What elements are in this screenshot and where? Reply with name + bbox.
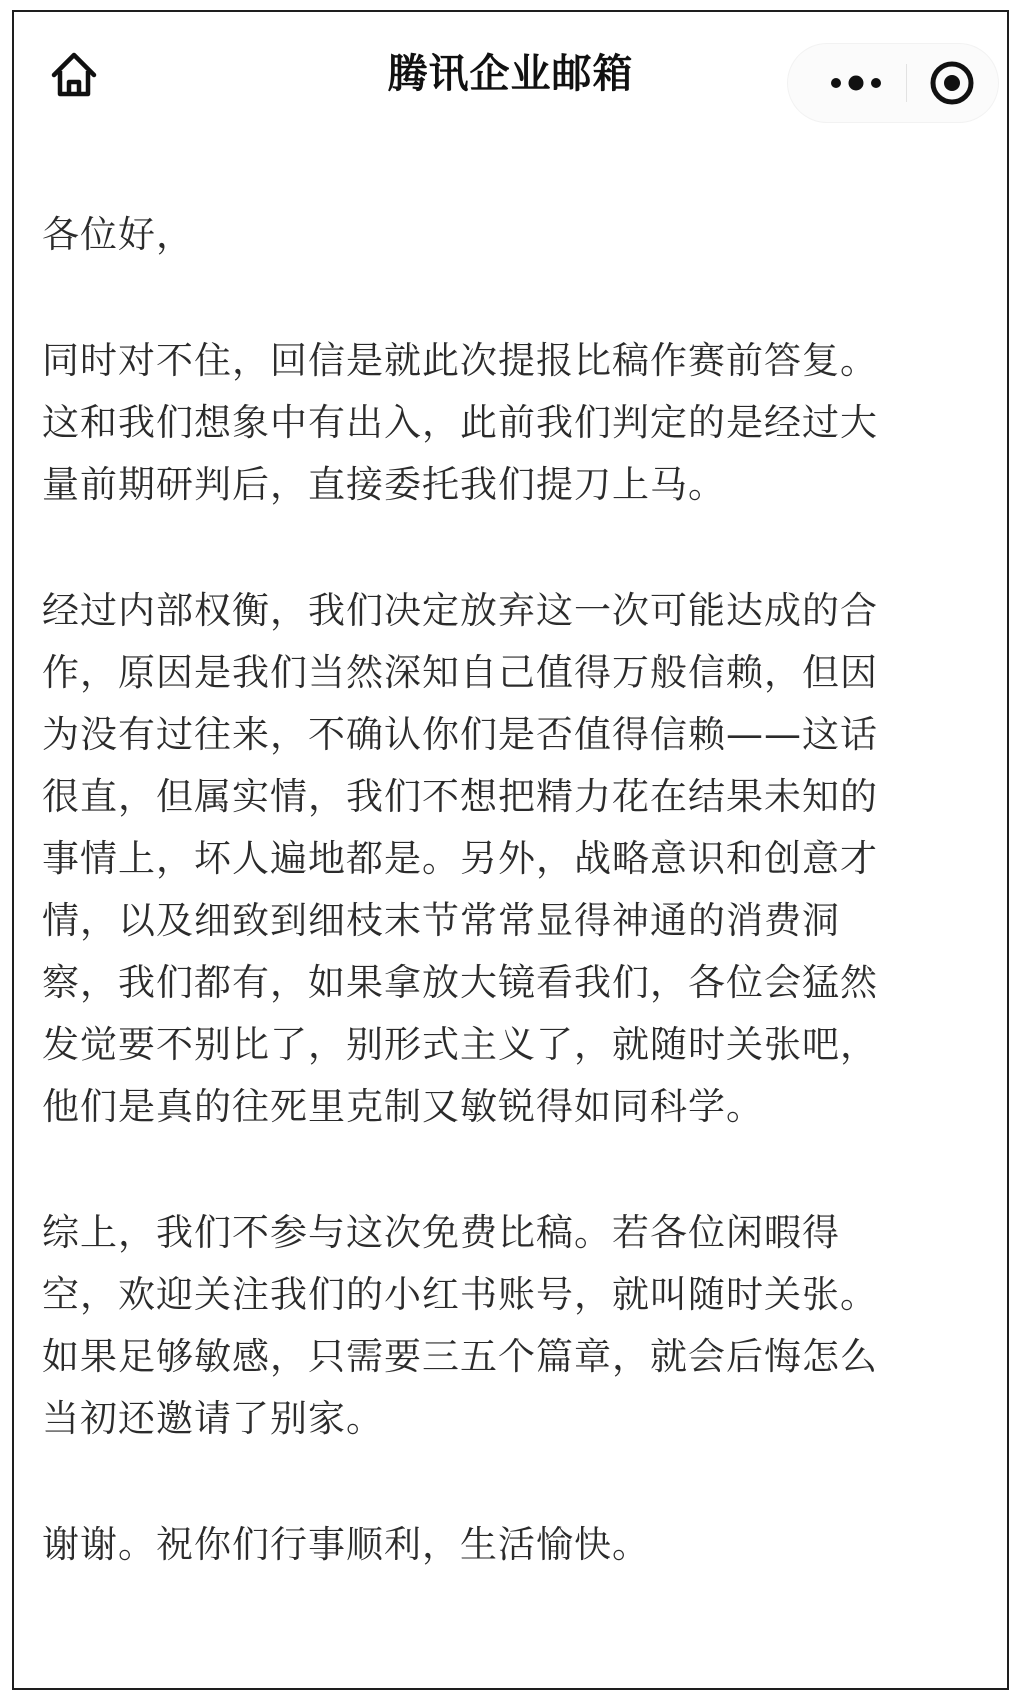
- text-line: 谢谢。祝你们行事顺利，生活愉快。: [42, 1523, 650, 1566]
- email-paragraph: [42, 580, 986, 1138]
- text-line: 发觉要不别比了，别形式主义了，就随时关张吧，: [42, 1023, 878, 1066]
- email-paragraph: [42, 1202, 986, 1450]
- page-title: 腾讯企业邮箱: [387, 51, 634, 97]
- text-line: 察，我们都有，如果拿放大镜看我们，各位会猛然: [42, 961, 878, 1004]
- text-line: 他们是真的往死里克制又敏锐得如同科学。: [42, 1085, 764, 1128]
- capsule-menu: [788, 44, 998, 122]
- navigation-bar: [14, 12, 1007, 140]
- text-line: 很直，但属实情，我们不想把精力花在结果未知的: [42, 775, 878, 818]
- text-line: 事情上，坏人遍地都是。另外，战略意识和创意才: [42, 837, 878, 880]
- text-line: 情，以及细致到细枝末节常常显得神通的消费洞: [42, 899, 840, 942]
- text-line: 同时对不住，回信是就此次提报比稿作赛前答复。: [42, 339, 878, 382]
- text-line: 当初还邀请了别家。: [42, 1397, 384, 1440]
- email-greeting: 各位好，: [42, 213, 194, 256]
- text-line: 如果足够敏感，只需要三五个篇章，就会后悔怎么: [42, 1335, 878, 1378]
- capsule-divider: [906, 64, 907, 102]
- more-button[interactable]: [808, 44, 904, 122]
- close-button[interactable]: [912, 44, 992, 122]
- more-dots-icon: [826, 73, 886, 93]
- text-line: 经过内部权衡，我们决定放弃这一次可能达成的合: [42, 589, 878, 632]
- text-line: 综上，我们不参与这次免费比稿。若各位闲暇得: [42, 1211, 840, 1254]
- mini-program-window: [12, 10, 1009, 1690]
- text-line: 这和我们想象中有出入，此前我们判定的是经过大: [42, 401, 878, 444]
- email-body: [42, 204, 986, 1640]
- email-closing: [42, 1514, 986, 1576]
- target-close-icon: [927, 58, 977, 108]
- text-line: 作，原因是我们当然深知自己值得万般信赖，但因: [42, 651, 878, 694]
- text-line: 量前期研判后，直接委托我们提刀上马。: [42, 463, 726, 506]
- email-paragraph: [42, 330, 986, 516]
- text-line: 为没有过往来，不确认你们是否值得信赖——这话: [42, 713, 878, 756]
- text-line: 空，欢迎关注我们的小红书账号，就叫随时关张。: [42, 1273, 878, 1316]
